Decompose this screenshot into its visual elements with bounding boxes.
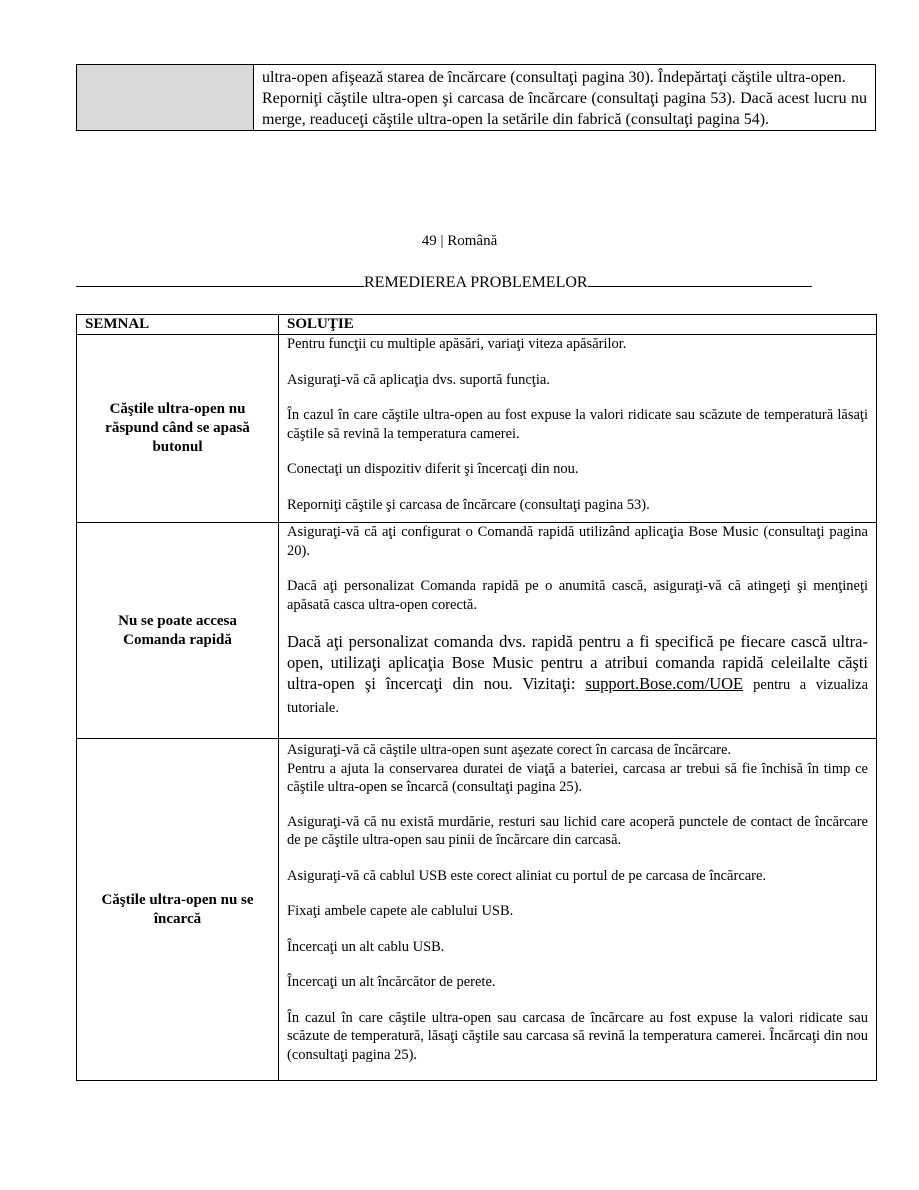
table-row <box>77 523 877 739</box>
solution-cell <box>279 739 877 1081</box>
solution-text: Reporniţi căştile ultra-open şi carcasa de încărcare (consultaţi pagina 53). Dacă acest lucru nu merge, readuceţi căştile ultra-open la setările din fabrică (consultaţi pagina 54). <box>262 90 867 128</box>
solution-text: În cazul în care căştile ultra-open au fost expuse la valori ridicate sau scăzute de temperatură lăsaţi căştile să revină la temperatura camerei. <box>287 407 868 442</box>
solution-text: Fixaţi ambele capete ale cablului USB. <box>287 903 514 919</box>
heading-rule-left <box>76 272 364 287</box>
solution-text: Reporniţi căştile şi carcasa de încărcare (consultaţi pagina 53). <box>287 496 650 513</box>
heading-rule-right <box>588 272 812 287</box>
support-link[interactable]: support.Bose.com/UOE <box>585 674 744 693</box>
solution-text: Încercaţi un alt încărcător de perete. <box>287 974 496 990</box>
table-row <box>77 739 877 1081</box>
solution-text-long <box>287 631 868 719</box>
solution-text: ultra-open afişează starea de încărcare (consultaţi pagina 30). Îndepărtaţi căştile ultra-open. <box>262 69 846 86</box>
solution-text: Asiguraţi-vă că căştile ultra-open sunt aşezate corect în carcasa de încărcare. <box>287 742 732 758</box>
section-title: REMEDIEREA PROBLEMELOR <box>364 274 588 291</box>
solution-text: În cazul în care căştile ultra-open sau carcasa de încărcare au fost expuse la valori ridicate sau scăzute de temperatură, lăsaţi căştile sau carcasa să revină la temperatura camerei. Încărcaţi din nou (consultaţi pagina 25). <box>287 1009 868 1063</box>
troubleshooting-table <box>76 314 877 1081</box>
solution-text: pentru a vizualiza tutoriale. <box>287 677 869 716</box>
header-solution: SOLUŢIE <box>279 315 877 335</box>
solution-text: Asiguraţi-vă că nu există murdărie, resturi sau lichid care acoperă punctele de contact de încărcare de pe căştile ultra-open sau pinii de încărcare din carcasă. <box>287 813 868 848</box>
table-row <box>77 65 876 131</box>
solution-text: Dacă aţi personalizat comanda dvs. rapidă pentru a fi specifică pe fiecare cască ultra-open, utilizaţi aplicaţia Bose Music pentru a atribui comanda rapidă celeilalte căşti ultra-open şi încercaţi din nou. Vizitaţi: <box>287 632 868 693</box>
table-header-row <box>77 315 877 335</box>
previous-page-table <box>76 64 876 131</box>
solution-text: Pentru funcţii cu multiple apăsări, variaţi viteza apăsărilor. <box>287 336 627 352</box>
solution-text: Conectaţi un dispozitiv diferit şi încercaţi din nou. <box>287 461 579 477</box>
solution-text: Pentru a ajuta la conservarea duratei de viaţă a bateriei, carcasa ar trebui să fie închisă în timp ce căştile ultra-open se încarcă (consultaţi pagina 25). <box>287 760 868 795</box>
solution-cell <box>254 65 876 131</box>
solution-text: Asiguraţi-vă că aţi configurat o Comandă rapidă utilizând aplicaţia Bose Music (consultaţi pagina 20). <box>287 524 868 559</box>
solution-text: Încercaţi un alt cablu USB. <box>287 938 445 955</box>
section-heading <box>76 272 876 292</box>
solution-text: Asiguraţi-vă că cablul USB este corect aliniat cu portul de pe carcasa de încărcare. <box>287 867 767 884</box>
solution-text-group <box>287 741 868 797</box>
solution-cell <box>279 335 877 523</box>
signal-cell: Căştile ultra-open nu se încarcă <box>77 739 279 1081</box>
header-signal: SEMNAL <box>77 315 279 335</box>
solution-text: Dacă aţi personalizat Comanda rapidă pe o anumită cască, asiguraţi-vă că atingeţi şi menţineţi apăsată casca ultra-open corectă. <box>287 578 868 613</box>
signal-cell: Nu se poate accesa Comanda rapidă <box>77 523 279 739</box>
solution-text: Asiguraţi-vă că aplicaţia dvs. suportă funcţia. <box>287 371 550 388</box>
solution-cell <box>279 523 877 739</box>
signal-cell: Căştile ultra-open nu răspund când se apasă butonul <box>77 335 279 523</box>
page-number: 49 | Română <box>421 233 498 249</box>
signal-cell-empty <box>77 65 254 131</box>
table-row <box>77 335 877 523</box>
